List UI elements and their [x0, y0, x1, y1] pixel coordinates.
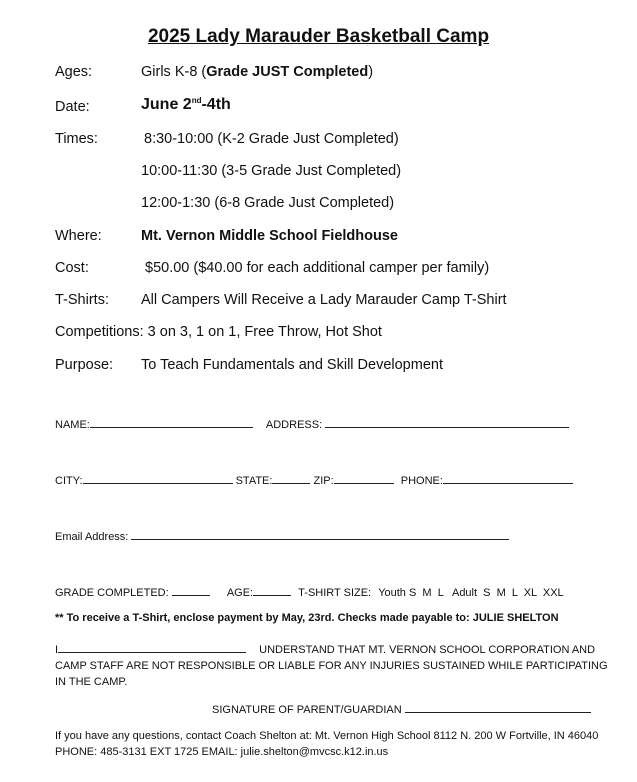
date-value — [141, 96, 231, 114]
date-rest: -4th — [201, 96, 231, 113]
email-field[interactable] — [131, 528, 509, 540]
purpose-label: Purpose: — [55, 357, 114, 373]
phone-label: PHONE: — [400, 475, 443, 487]
contact-info: If you have any questions, contact Coach Shelton at: Mt. Vernon High School 8112 N. 200 W Fortville, IN 46040 PHONE: 485-3131 EXT 1725 EMAIL: julie.shelton@mvcsc.k12.in.us — [55, 730, 599, 758]
waiver — [55, 641, 615, 690]
name-label: NAME: — [55, 419, 90, 431]
zip-field[interactable] — [334, 472, 394, 484]
phone-field[interactable] — [443, 472, 573, 484]
date-main: June 2 — [141, 96, 192, 113]
signature-label: SIGNATURE OF PARENT/GUARDIAN — [212, 704, 402, 716]
ages-prefix: Girls K-8 ( — [141, 64, 207, 80]
address-label: ADDRESS: — [265, 419, 323, 431]
address-field[interactable] — [325, 416, 569, 428]
where-label: Where: — [55, 228, 102, 244]
payment-note: ** To receive a T-Shirt, enclose payment by May, 23rd. Checks made payable to: JULIE SHELTON — [55, 612, 559, 624]
where-value: Mt. Vernon Middle School Fieldhouse — [141, 228, 398, 244]
date-label: Date: — [55, 99, 90, 115]
time-slot: 10:00-11:30 (3-5 Grade Just Completed) — [141, 163, 402, 179]
state-field[interactable] — [272, 472, 310, 484]
age-label: AGE: — [226, 587, 254, 599]
tshirt-size-options: Youth S M L Adult S M L XL XXL — [378, 587, 564, 599]
page-title: 2025 Lady Marauder Basketball Camp — [147, 26, 490, 47]
city-label: CITY: — [55, 475, 83, 487]
email-row — [55, 528, 509, 543]
age-field[interactable] — [253, 584, 291, 596]
cost-value: $50.00 ($40.00 for each additional camper per family) — [145, 260, 490, 276]
waiver-text: UNDERSTAND THAT MT. VERNON SCHOOL CORPORATION AND CAMP STAFF ARE NOT RESPONSIBLE OR LIABLE FOR ANY INJURIES SUSTAINED WHILE PARTICIPATING IN THE CAMP. — [55, 644, 608, 688]
signature-field[interactable] — [405, 701, 591, 713]
tshirts-label: T-Shirts: — [55, 292, 109, 308]
signature-row — [212, 701, 591, 716]
grade-age-size-row — [55, 584, 564, 599]
date-sup: nd — [191, 96, 202, 105]
waiver-i: I — [55, 644, 59, 656]
grade-label: GRADE COMPLETED: — [55, 587, 169, 599]
cost-label: Cost: — [55, 260, 89, 276]
email-label: Email Address: — [55, 531, 129, 543]
purpose-value: To Teach Fundamentals and Skill Development — [141, 357, 443, 373]
waiver-name-field[interactable] — [58, 641, 246, 653]
name-field[interactable] — [90, 416, 253, 428]
time-slot: 8:30-10:00 (K-2 Grade Just Completed) — [144, 131, 399, 147]
state-label: STATE: — [235, 475, 273, 487]
competitions-row: Competitions: 3 on 3, 1 on 1, Free Throw, Hot Shot — [55, 324, 382, 340]
time-slot: 12:00-1:30 (6-8 Grade Just Completed) — [141, 195, 395, 211]
ages-suffix: ) — [368, 64, 374, 80]
ages-label: Ages: — [55, 64, 93, 80]
zip-label: ZIP: — [313, 475, 334, 487]
grade-field[interactable] — [172, 584, 210, 596]
tshirts-value: All Campers Will Receive a Lady Marauder Camp T-Shirt — [141, 292, 507, 308]
ages-value — [141, 64, 373, 80]
city-field[interactable] — [83, 472, 233, 484]
times-label: Times: — [55, 131, 98, 147]
ages-bold: Grade JUST Completed — [206, 64, 369, 80]
city-state-zip-row — [55, 472, 573, 487]
tshirt-size-label: T-SHIRT SIZE: — [298, 587, 372, 599]
name-address-row — [55, 416, 569, 431]
